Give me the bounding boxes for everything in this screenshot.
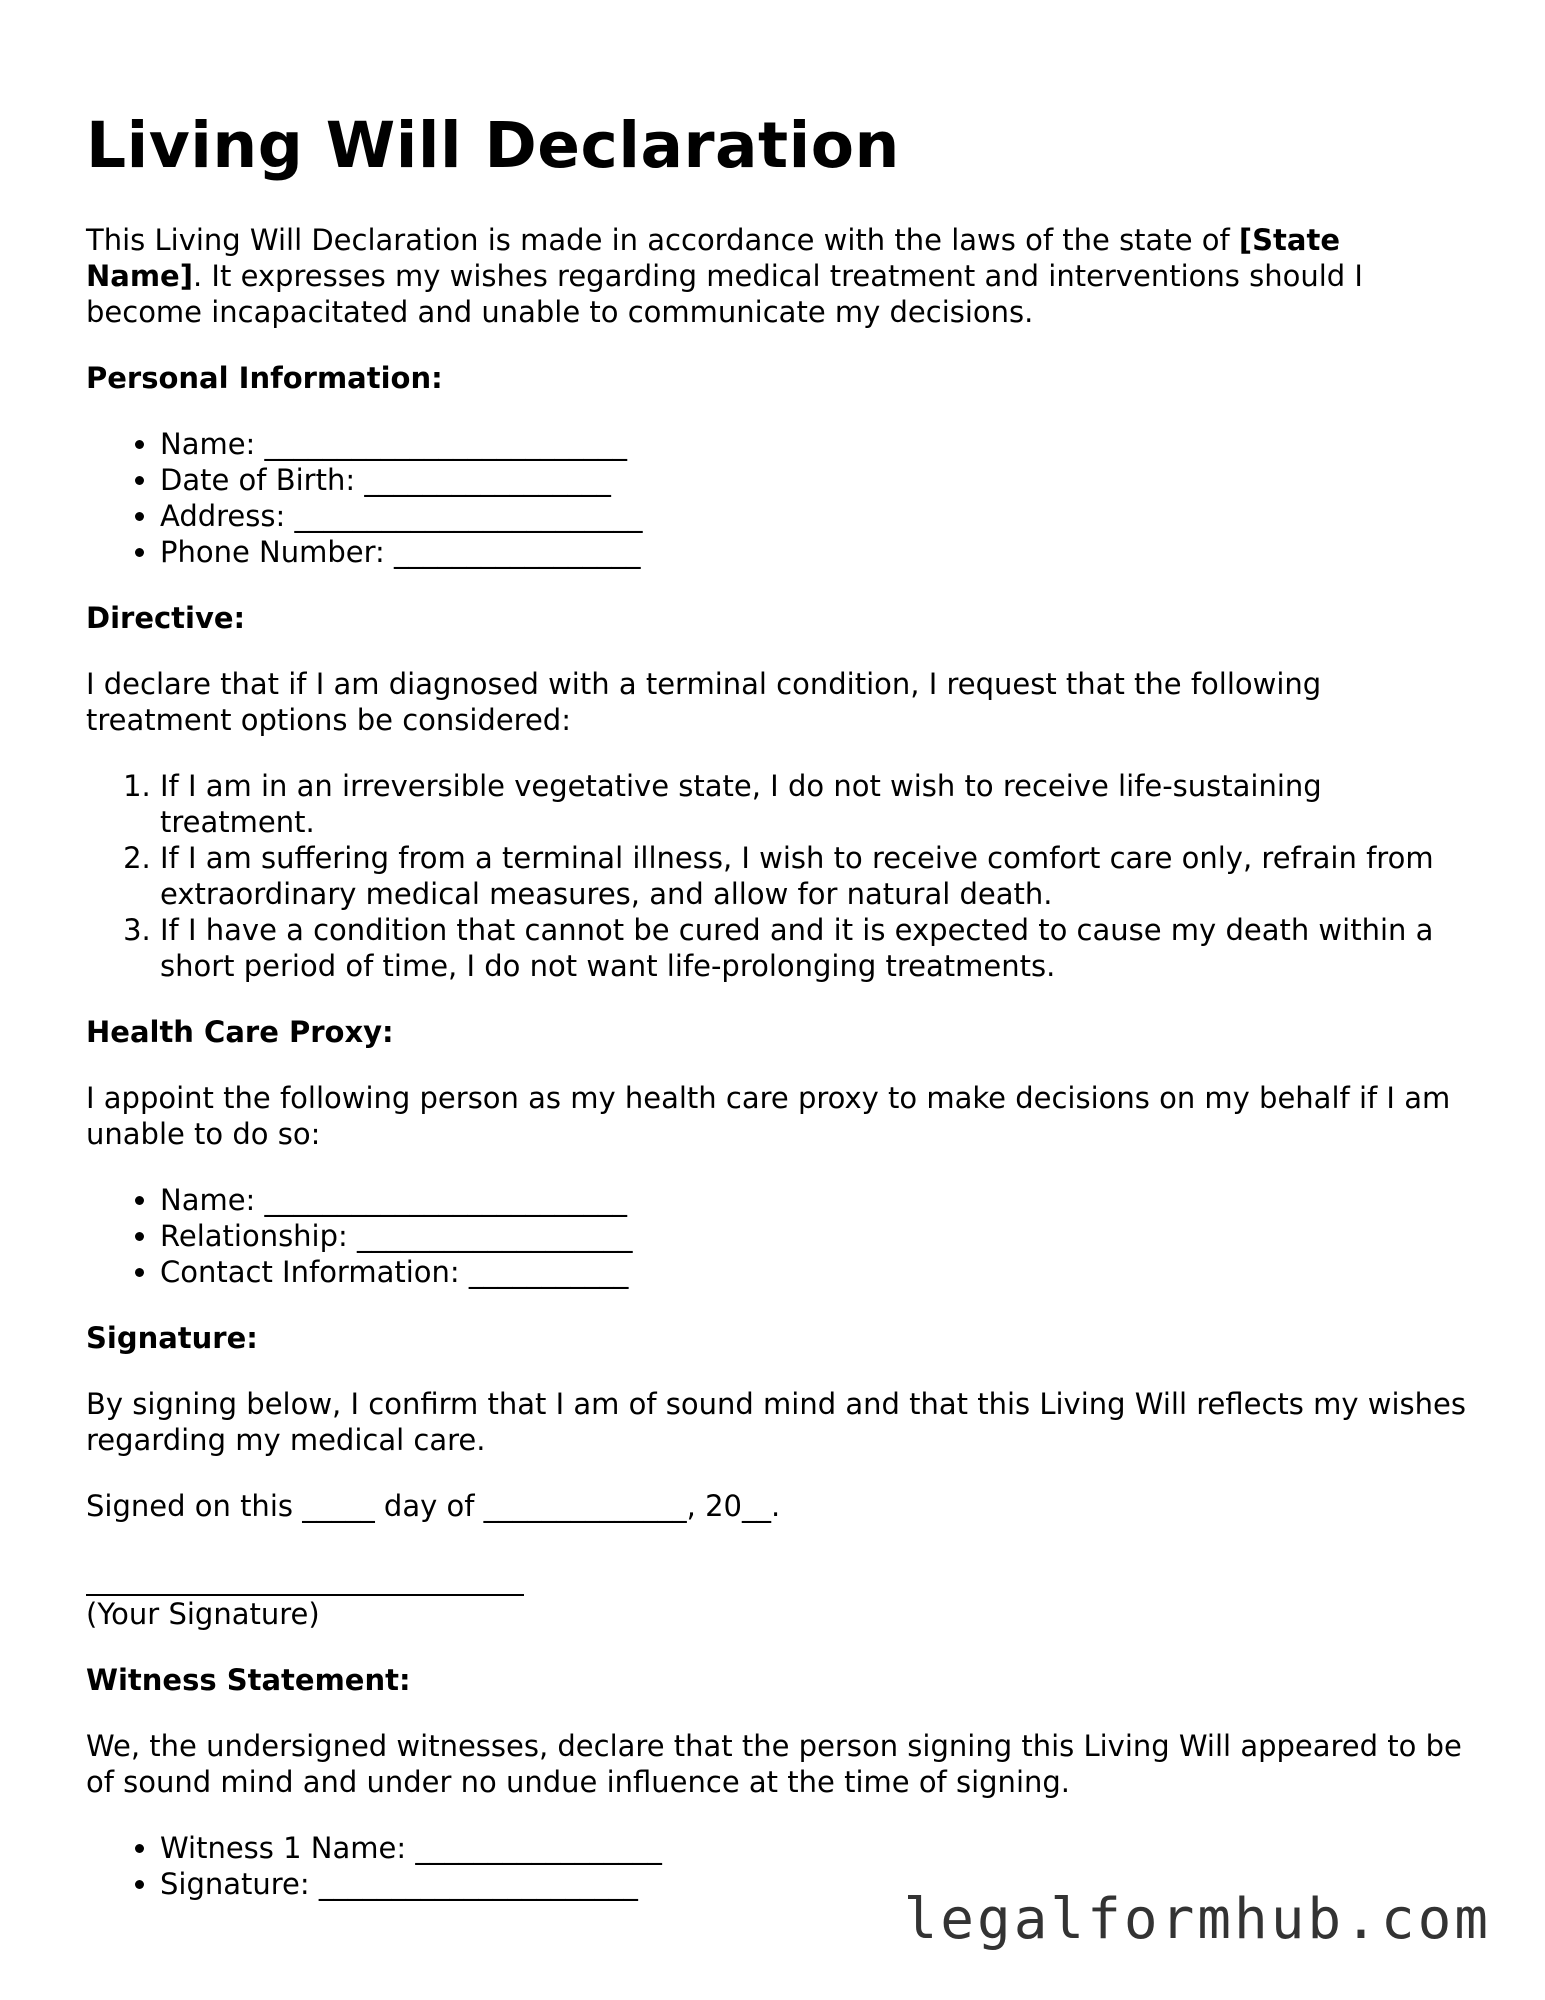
signed-date-line[interactable]: Signed on this _____ day of ______________, 20__.	[86, 1489, 781, 1523]
field-label: Relationship:	[160, 1219, 358, 1253]
signature-block	[86, 1568, 1466, 1632]
blank-line[interactable]: _________________________	[264, 427, 628, 461]
proxy-list	[86, 1182, 1466, 1290]
intro-suffix: . It expresses my wishes regarding medical treatment and interventions should I become incapacitated and unable to communicate my decisions.	[86, 259, 1363, 329]
directive-item: 1. If I am in an irreversible vegetative state, I do not wish to receive life-sustaining treatment.	[160, 768, 1466, 840]
intro-prefix: This Living Will Declaration is made in accordance with the laws of the state of	[86, 223, 1239, 257]
site-logo: legalformhub.com	[903, 1887, 1491, 1952]
state-name-placeholder: [State Name]	[86, 223, 1341, 293]
blank-line[interactable]: _________________	[364, 463, 611, 497]
field-label: Address:	[160, 499, 295, 533]
field-label: Date of Birth:	[160, 463, 365, 497]
document-page	[86, 0, 1466, 1902]
personal-phone-field	[160, 534, 1466, 570]
proxy-name-field	[160, 1182, 1466, 1218]
signature-line[interactable]	[86, 1568, 524, 1596]
field-label: Phone Number:	[160, 535, 395, 569]
intro-paragraph	[86, 222, 1466, 330]
signature-heading: Signature:	[86, 1321, 258, 1355]
personal-address-field	[160, 498, 1466, 534]
blank-line[interactable]: ___________________	[357, 1219, 633, 1253]
signature-text: By signing below, I confirm that I am of sound mind and that this Living Will reflects my wishes regarding my medical care.	[86, 1387, 1466, 1457]
witness-name-field	[160, 1830, 1466, 1866]
directive-list	[86, 768, 1466, 984]
blank-line[interactable]: ________________________	[294, 499, 643, 533]
personal-info-list	[86, 426, 1466, 570]
witness-heading: Witness Statement:	[86, 1663, 411, 1697]
witness-text: We, the undersigned witnesses, declare that the person signing this Living Will appeared to be of sound mind and under no undue influence at the time of signing.	[86, 1729, 1462, 1799]
field-label: Contact Information:	[160, 1255, 469, 1289]
directive-item: 3. If I have a condition that cannot be cured and it is expected to cause my death within a short period of time, I do not want life-prolonging treatments.	[160, 912, 1466, 984]
field-label: Signature:	[160, 1867, 319, 1901]
blank-line[interactable]: _________________________	[264, 1183, 628, 1217]
proxy-contact-field	[160, 1254, 1466, 1290]
personal-info-heading: Personal Information:	[86, 361, 443, 395]
directive-text: I declare that if I am diagnosed with a terminal condition, I request that the following treatment options be considered:	[86, 667, 1322, 737]
field-label: Name:	[160, 427, 265, 461]
field-label: Witness 1 Name:	[160, 1831, 416, 1865]
signature-caption: (Your Signature)	[86, 1597, 320, 1631]
blank-line[interactable]: _________________	[415, 1831, 662, 1865]
field-label: Name:	[160, 1183, 265, 1217]
personal-dob-field	[160, 462, 1466, 498]
directive-heading: Directive:	[86, 601, 246, 635]
page-title: Living Will Declaration	[86, 109, 900, 182]
blank-line[interactable]: ______________________	[318, 1867, 638, 1901]
blank-line[interactable]: ___________	[468, 1255, 629, 1289]
personal-name-field	[160, 426, 1466, 462]
proxy-heading: Health Care Proxy:	[86, 1015, 394, 1049]
directive-item: 2. If I am suffering from a terminal illness, I wish to receive comfort care only, refrain from extraordinary medical measures, and allow for natural death.	[160, 840, 1466, 912]
proxy-relationship-field	[160, 1218, 1466, 1254]
blank-line[interactable]: _________________	[394, 535, 641, 569]
proxy-text: I appoint the following person as my health care proxy to make decisions on my behalf if I am unable to do so:	[86, 1081, 1451, 1151]
